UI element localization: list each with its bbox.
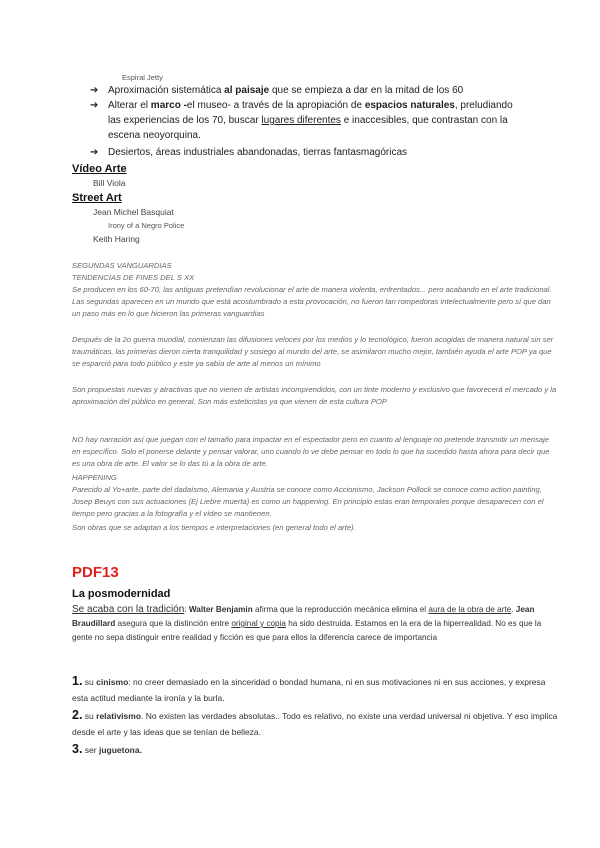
caption-espiral-jetty: Espiral Jetty [122,73,163,82]
section-pdf13-title: PDF13 [72,564,119,581]
intro-paragraph: Se acaba con la tradición: Walter Benjamin afirma que la reproducción mecánica elimina el aura de la obra de arte. Jean Braudillard asegura que la distinción entre original y copia ha sido destruida. Estamos en la era de la hiperrealidad. No es que la gente no sepa distinguir entre realidad y ficción es que para ellos la diferencia carece de importancia [72,604,542,642]
italic-heading-2: TENDENCIAS DE FINES DEL S XX [72,273,195,282]
heading-street-art: Street Art [72,192,122,204]
italic-paragraph: Son propuestas nuevas y atractivas que no vienen de artistas incomprendidos, con un tinte moderno y exclusivo que favorecerá el mercado y la aproximación del público en general. Son más esteticistas ya que vienen de esta cultura POP [72,385,557,406]
bullet-item: ➔ Alterar el marco -el museo- a través de la apropiación de espacios naturales, preludiando [90,100,513,111]
numbered-item: 2. su relativismo. No existen las verdades absolutas.. Todo es relativo, no existe una verdad universal ni objetiva. Y eso implica desde el arte y las ideas que se tenían de belleza. [72,708,558,737]
italic-paragraph: Se producen en los 60-70, las antiguas pretendían revolucionar el arte de manera violenta, enfrentados... pero acabando en el arte tradicional. Las segundas aparecen en un mundo que está acostumbrado a esta provocación, no fueron tan rompedoras intelectualmente pero sí que dan un paso más en lo que hicieron las primeras vanguardias [72,285,552,318]
heading-video-arte: Vídeo Arte [72,163,127,175]
italic-paragraph: Parecido al Yo+arte, parte del dadaísmo, Alemania y Austria se conoce como Accionismo, Jackson Pollock se conoce como action painting, Josep Beuys con sus actuaciones (Ej Liebre muerta) es como un happening. En principio estas eran temporales porque desaparecen con el tiempo pero gracias a la fotografía y el vídeo se mantienen. [72,485,544,518]
work-irony: Irony of a Negro Police [108,221,185,230]
numbered-item: 1. su cinismo: no creer demasiado en la sinceridad o bondad humana, ni en sus motivaciones ni en sus acciones, y expresa esta actitud mediante la ironía y la burla. [72,674,546,703]
numbered-item: 3. ser juguetona. [72,742,142,756]
artist-haring: Keith Haring [93,234,140,244]
bullet-item: ➔ Desiertos, áreas industriales abandonadas, tierras fantasmagóricas [90,147,408,158]
bullet-item: ➔ Aproximación sistemática al paisaje que se empieza a dar en la mitad de los 60 [90,85,464,96]
arrow-icon: ➔ [90,147,99,158]
section-subtitle: La posmodernidad [72,588,171,600]
artist-bill-viola: Bill Viola [93,178,126,188]
bullet-continuation: escena neoyorquina. [108,130,201,141]
artist-basquiat: Jean Michel Basquiat [93,207,174,217]
italic-paragraph: Son obras que se adaptan a los tiempos e interpretaciones (en general todo el arte). [72,523,356,532]
italic-paragraph: NO hay narración así que juegan con el tamaño para impactar en el espectador pero en cuanto al lenguaje no pretende transmitir un mensaje en específico. Solo el ponerse delante y pensar valorar, uno cuando lo ve debe pensar en todo lo que ha sucedido hasta ahora para decir que es una obra de arte. El valor se lo das tú a la obra de arte. [72,435,550,468]
arrow-icon: ➔ [90,85,99,96]
arrow-icon: ➔ [90,100,99,111]
italic-paragraph: Después de la 2o guerra mundial, comienzan las difusiones veloces por los medios y lo tecnológico, fueron acogidas de manera natural sin ser traumáticas, las primeras dieron cierta tranquilidad y sosiego al mundo del arte, se asimilaron mucho mejor, también ayuda el arte POP ya que se esparció para todo público y este ya sabía de arte al menos un mínimo [72,335,554,368]
italic-heading-1: SEGUNDAS VANGUARDIAS [72,261,172,270]
italic-heading-happening: HAPPENING [72,473,117,482]
bullet-continuation: las experiencias de los 70, buscar lugares diferentes e inaccesibles, que contrastan con la [108,115,508,126]
